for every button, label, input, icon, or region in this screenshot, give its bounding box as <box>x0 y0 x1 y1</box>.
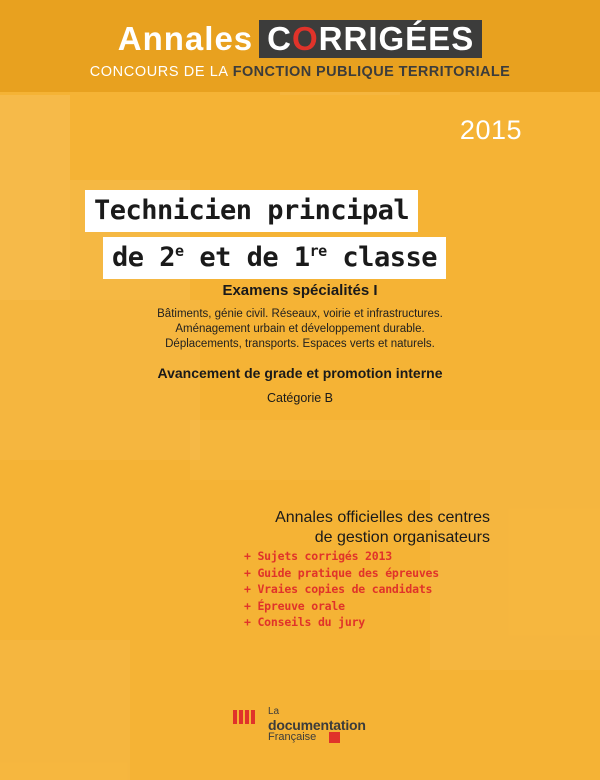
promo-bullet: + Sujets corrigés 2013 <box>244 549 392 563</box>
subtitle-block <box>60 282 540 405</box>
exam-specialities-roman: I <box>373 282 378 299</box>
exam-specialities-label: Examens spécialités <box>222 282 370 299</box>
header-content <box>0 0 600 80</box>
series-subtitle <box>0 65 600 80</box>
promo-bullet: + Vraies copies de candidats <box>244 582 433 596</box>
title-line2-sup-1: e <box>175 242 184 260</box>
corrigees-accent-o: O <box>292 20 319 57</box>
publisher-logo <box>233 706 373 750</box>
corrigees-part-1: C <box>267 20 292 57</box>
main-title-line-2 <box>103 237 446 279</box>
series-title <box>0 20 600 58</box>
header-band <box>0 0 600 92</box>
main-title <box>85 190 515 279</box>
background-block <box>190 420 430 480</box>
logo-line-2: documentation <box>268 716 366 733</box>
edition-year: 2015 <box>459 115 522 145</box>
title-line2-sup-2: re <box>309 242 327 260</box>
logo-line-3: Française <box>268 731 317 743</box>
promo-heading <box>200 508 490 548</box>
promo-bullet: + Conseils du jury <box>244 615 366 629</box>
corrigees-part-2: RRIGÉES <box>318 20 475 57</box>
series-title-corrigees <box>259 20 482 58</box>
logo-text <box>268 706 366 744</box>
logo-square-icon <box>329 732 340 743</box>
avancement-line: Avancement de grade et promotion interne <box>157 365 443 381</box>
promo-bullet: + Guide pratique des épreuves <box>244 565 439 580</box>
speciality-list <box>60 307 540 352</box>
promo-heading-line-1: Annales officielles des centres <box>275 509 490 526</box>
title-line2-part-a: de 2 <box>112 242 176 273</box>
speciality-line: Déplacements, transports. Espaces verts et naturels. <box>165 338 435 350</box>
title-line2-part-c: classe <box>326 242 437 273</box>
exam-specialities-heading <box>60 282 540 299</box>
categorie-line: Catégorie B <box>266 391 333 405</box>
promo-bullet: + Épreuve orale <box>244 598 345 613</box>
logo-line-1: La <box>268 706 280 717</box>
title-line2-part-b: et de 1 <box>183 242 310 273</box>
background-block <box>0 95 70 300</box>
series-subtitle-light: CONCOURS DE LA <box>89 64 229 80</box>
logo-bars-icon <box>233 710 263 724</box>
main-title-line-1: Technicien principal <box>85 190 418 232</box>
series-subtitle-dark: FONCTION PUBLIQUE TERRITORIALE <box>232 64 511 80</box>
promo-heading-line-2: de gestion organisateurs <box>314 529 490 546</box>
speciality-line: Aménagement urbain et développement durable. <box>175 323 425 335</box>
promo-bullet-list <box>244 548 504 631</box>
speciality-line: Bâtiments, génie civil. Réseaux, voirie et infrastructures. <box>157 308 443 320</box>
background-block <box>0 640 130 780</box>
series-title-annales: Annales <box>117 20 254 57</box>
